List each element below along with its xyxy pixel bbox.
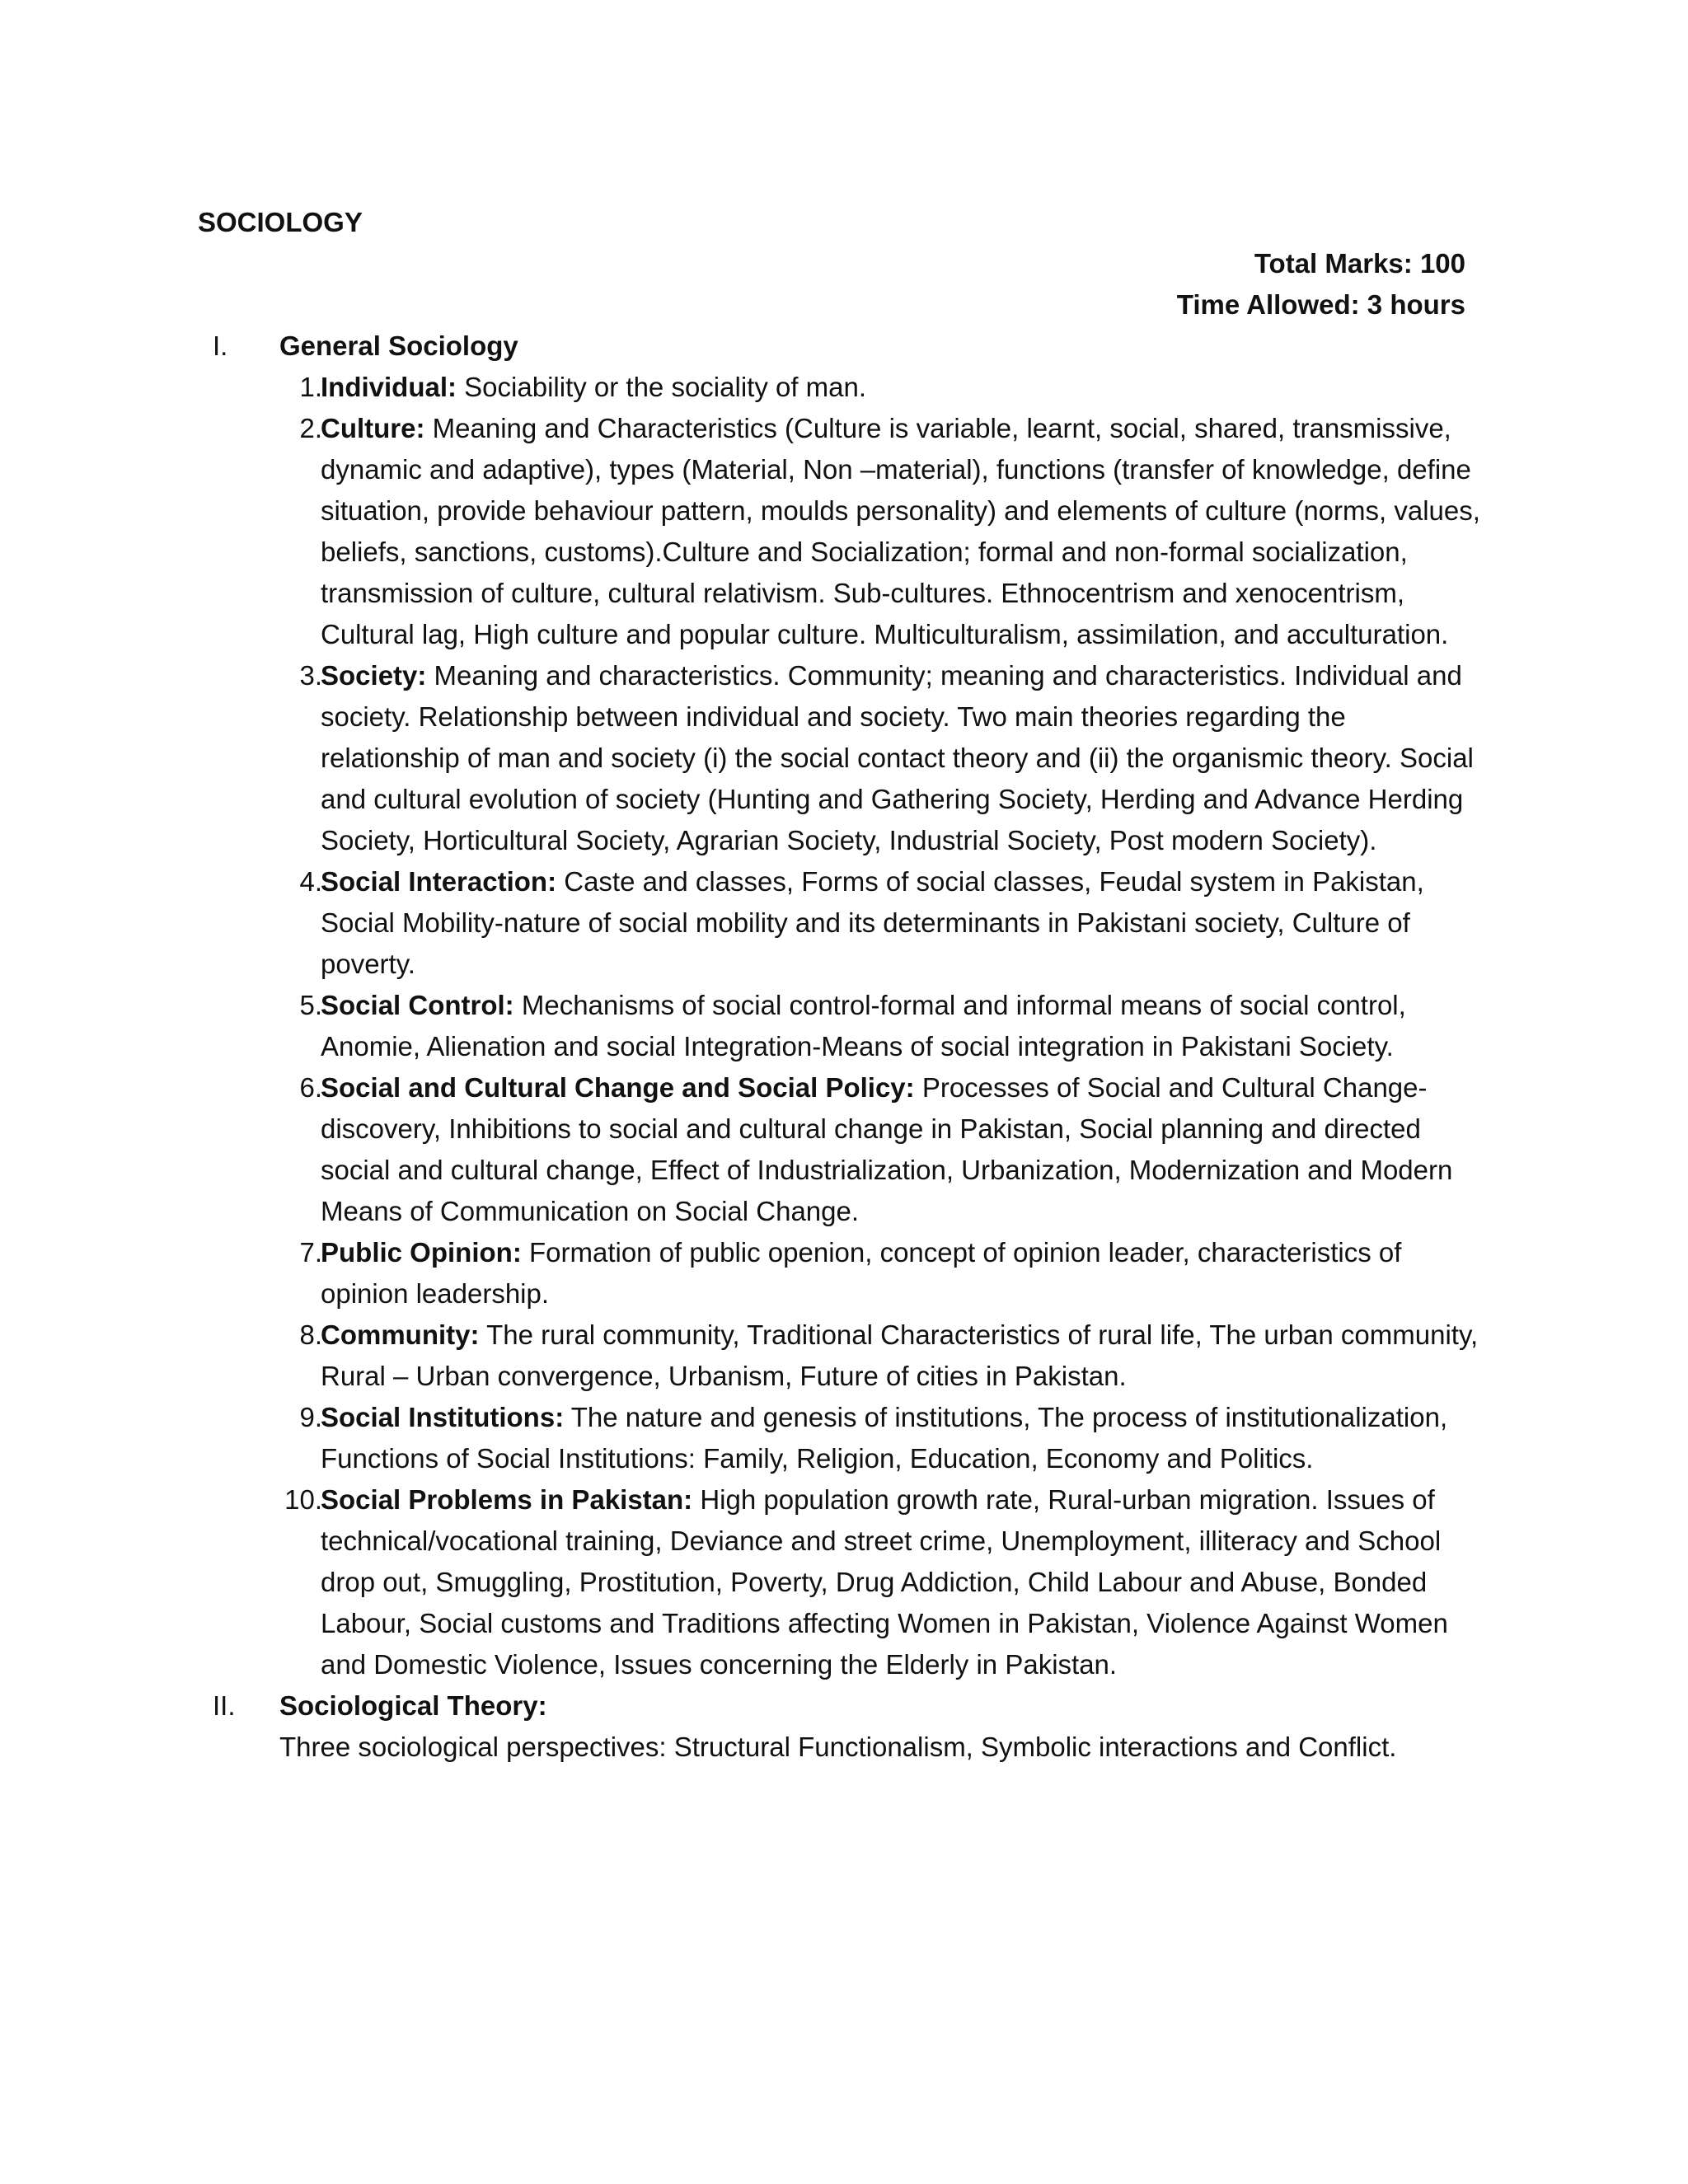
section-number: I. — [213, 330, 228, 361]
item-text: High population growth rate, Rural-urban migration. Issues of technical/vocational training, Deviance and street crime, Unemployment, illiteracy and School drop out, Smuggling, Prostitution, Poverty, Drug Addiction, Child Labour and Abuse, Bonded Labour, Social customs and Traditions affecting Women in Pakistan, Violence Against Women and Domestic Violence, Issues concerning the Elderly in Pakistan. — [321, 1484, 1448, 1680]
item-title: Social and Cultural Change and Social Policy: — [321, 1072, 915, 1103]
item-title: Social Institutions: — [321, 1402, 565, 1432]
time-allowed: Time Allowed: 3 hours — [1176, 289, 1465, 320]
list-item — [198, 655, 1484, 861]
item-title: Community: — [321, 1319, 480, 1350]
item-title: Social Problems in Pakistan: — [321, 1484, 693, 1515]
item-title: Culture: — [321, 413, 425, 443]
section-number: II. — [213, 1690, 236, 1721]
item-title: Society: — [321, 660, 427, 691]
total-marks: Total Marks: 100 — [1254, 248, 1465, 279]
item-title: Social Control: — [321, 990, 514, 1020]
item-title: Public Opinion: — [321, 1237, 522, 1268]
list-item — [198, 1232, 1484, 1315]
section-text: Three sociological perspectives: Structural Functionalism, Symbolic interactions and Conflict. — [279, 1732, 1397, 1762]
section-title: General Sociology — [279, 330, 518, 361]
document-title: SOCIOLOGY — [198, 207, 363, 237]
list-item — [198, 1479, 1484, 1685]
item-text: Formation of public openion, concept of opinion leader, characteristics of opinion leadership. — [321, 1237, 1402, 1309]
list-item — [198, 985, 1484, 1067]
item-number: 9. — [299, 1402, 322, 1432]
list-item — [198, 1397, 1484, 1479]
list-item — [198, 1315, 1484, 1397]
item-number: 1. — [299, 372, 322, 402]
item-text: Mechanisms of social control-formal and informal means of social control, Anomie, Alienation and social Integration-Means of social integration in Pakistani Society. — [321, 990, 1406, 1062]
list-item — [198, 861, 1484, 985]
item-title: Social Interaction: — [321, 866, 557, 897]
item-number: 10. — [284, 1484, 322, 1515]
syllabus-body — [198, 326, 1484, 1768]
item-number: 6. — [299, 1072, 322, 1103]
list-item — [198, 367, 1484, 408]
item-number: 7. — [299, 1237, 322, 1268]
item-text: Caste and classes, Forms of social classes, Feudal system in Pakistan, Social Mobility-nature of social mobility and its determinants in Pakistani society, Culture of poverty. — [321, 866, 1424, 979]
section-title: Sociological Theory: — [279, 1690, 547, 1721]
item-number: 4. — [299, 866, 322, 897]
item-text: The nature and genesis of institutions, The process of institutionalization, Functions of Social Institutions: Family, Religion, Education, Economy and Politics. — [321, 1402, 1448, 1474]
item-text: The rural community, Traditional Characteristics of rural life, The urban community, Rural – Urban convergence, Urbanism, Future of cities in Pakistan. — [321, 1319, 1479, 1391]
section-heading — [198, 1685, 1484, 1727]
item-text: Meaning and characteristics. Community; meaning and characteristics. Individual and society. Relationship between individual and society. Two main theories regarding the relationship of man and society (i) the social contact theory and (ii) the organismic theory. Social and cultural evolution of society (Hunting and Gathering Society, Herding and Advance Herding Society, Horticultural Society, Agrarian Society, Industrial Society, Post modern Society). — [321, 660, 1474, 855]
item-title: Individual: — [321, 372, 457, 402]
item-number: 5. — [299, 990, 322, 1020]
item-number: 8. — [299, 1319, 322, 1350]
item-text: Sociability or the sociality of man. — [464, 372, 867, 402]
item-text: Processes of Social and Cultural Change-discovery, Inhibitions to social and cultural change in Pakistan, Social planning and directed social and cultural change, Effect of Industrialization, Urbanization, Modernization and Modern Means of Communication on Social Change. — [321, 1072, 1453, 1226]
section-heading — [198, 326, 1484, 367]
list-item — [198, 408, 1484, 655]
exam-meta — [1177, 243, 1465, 326]
item-number: 3. — [299, 660, 322, 691]
list-item — [198, 1067, 1484, 1232]
item-text: Meaning and Characteristics (Culture is variable, learnt, social, shared, transmissive, dynamic and adaptive), types (Material, Non –material), functions (transfer of knowledge, define situation, provide behaviour pattern, moulds personality) and elements of culture (norms, values, beliefs, sanctions, customs).Culture and Socialization; formal and non-formal socialization, transmission of culture, cultural relativism. Sub-cultures. Ethnocentrism and xenocentrism, Cultural lag, High culture and popular culture. Multiculturalism, assimilation, and acculturation. — [321, 413, 1480, 649]
item-number: 2. — [299, 413, 322, 443]
